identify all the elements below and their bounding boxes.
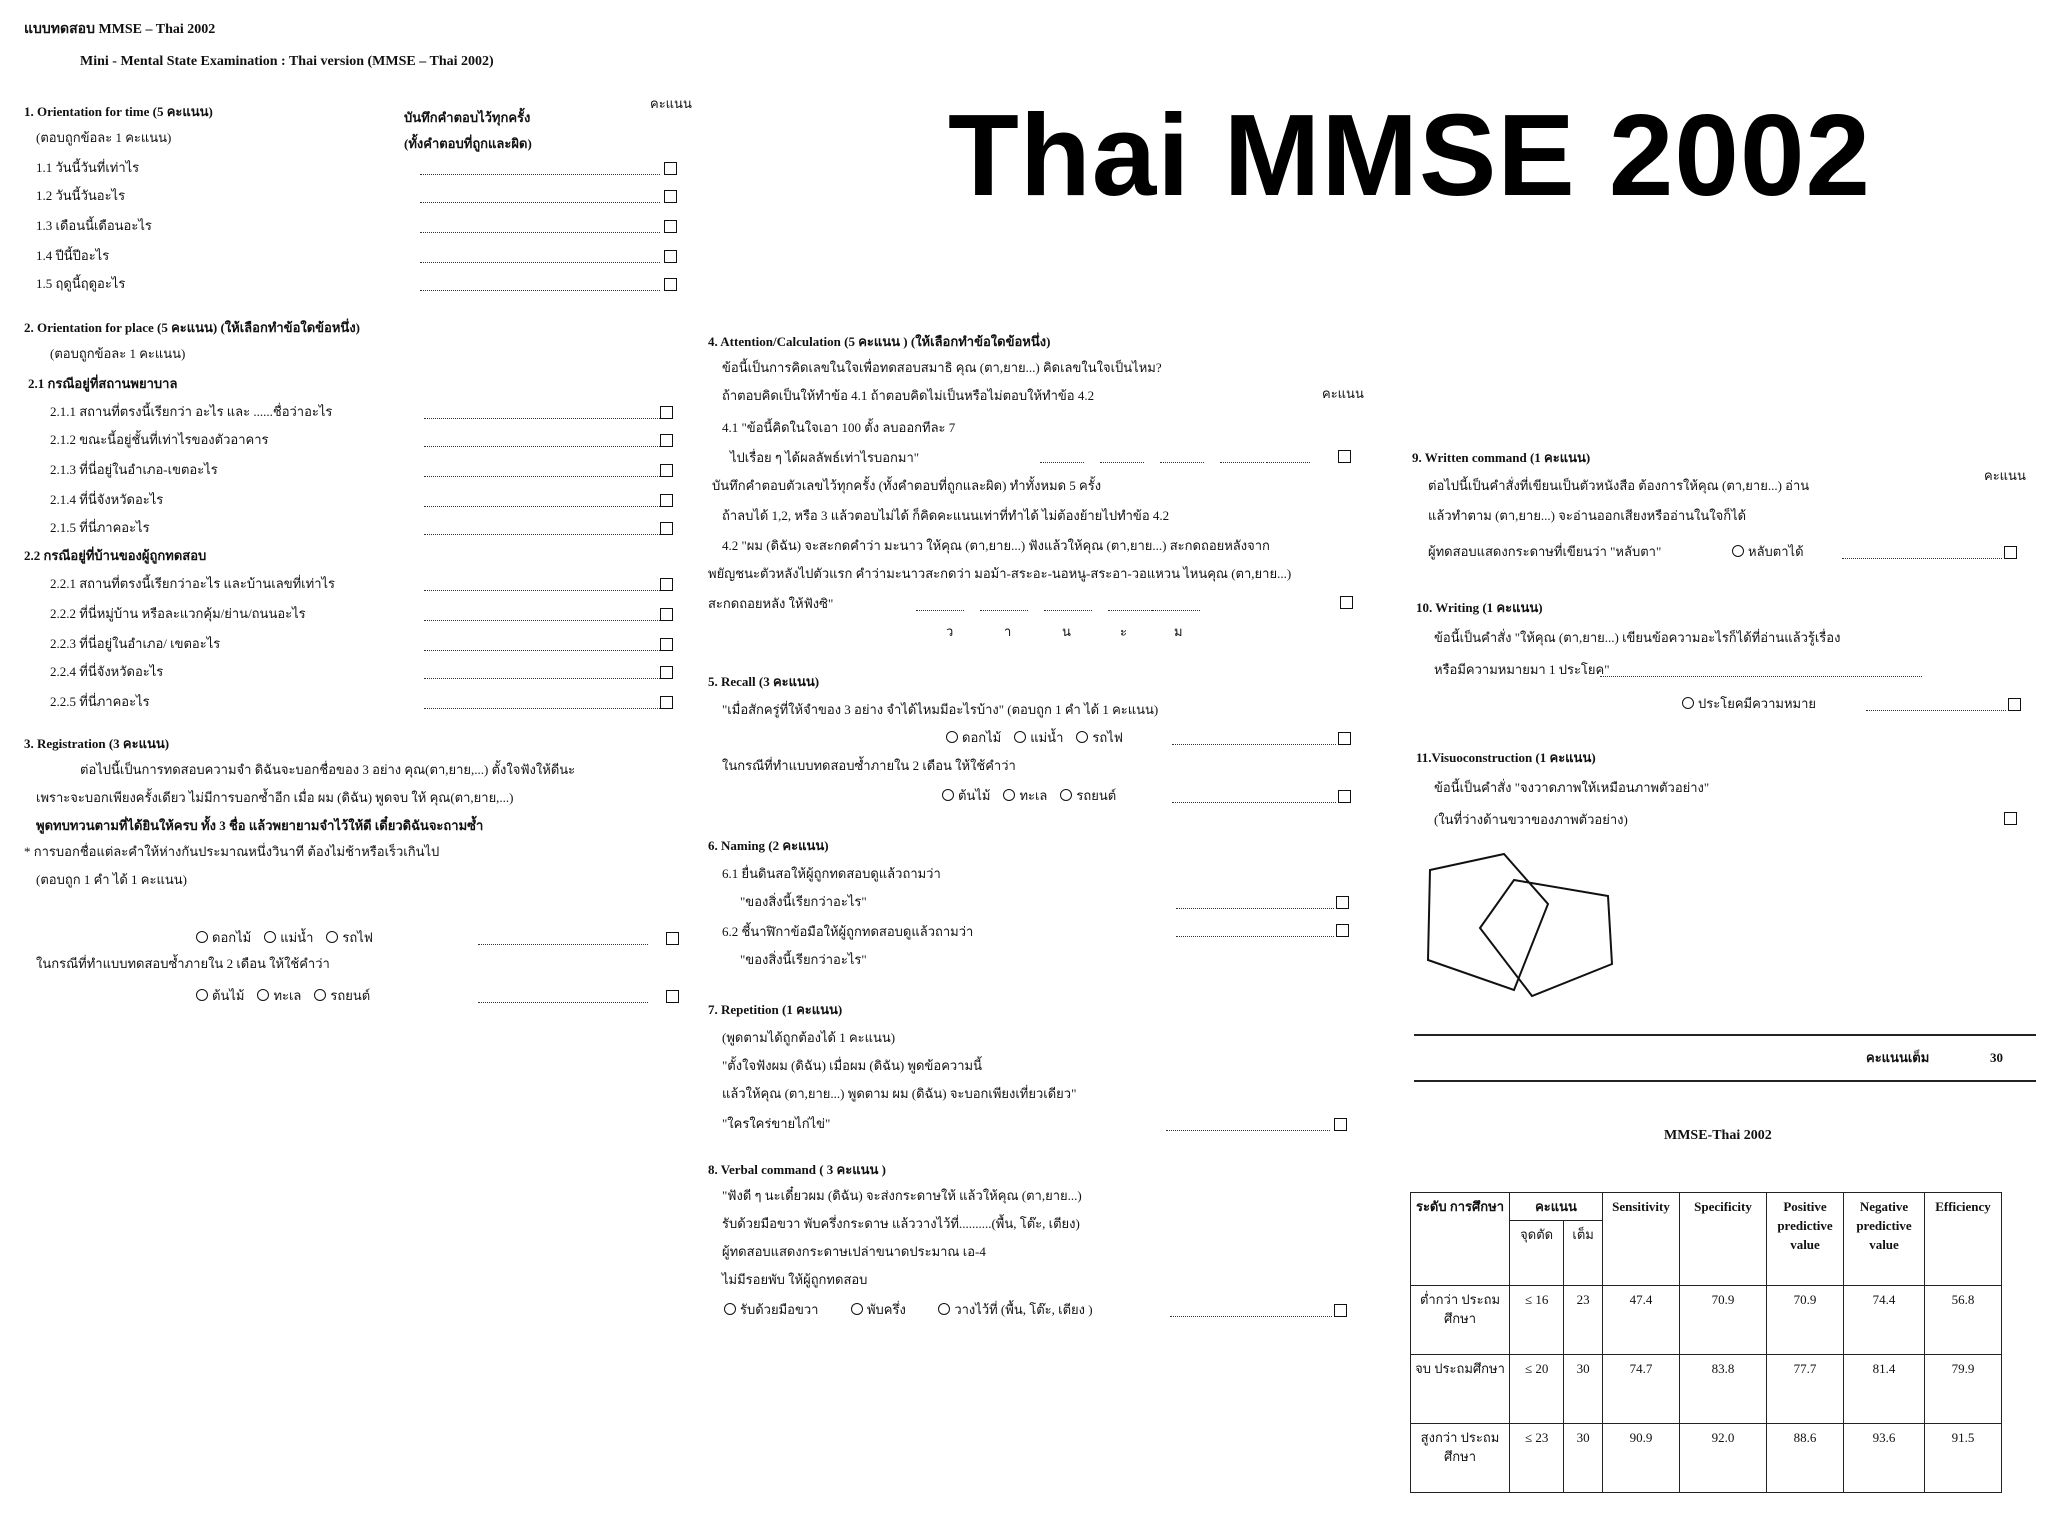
td-ppv: 88.6 <box>1767 1424 1844 1493</box>
answer-line <box>424 476 660 477</box>
score-checkbox[interactable] <box>1334 1304 1347 1317</box>
score-checkbox[interactable] <box>660 494 673 507</box>
option-radio[interactable] <box>938 1303 950 1315</box>
total-label: คะแนนเต็ม <box>1866 1050 1930 1065</box>
total-value: 30 <box>1990 1050 2003 1065</box>
answer-line <box>424 534 660 535</box>
score-checkbox[interactable] <box>2004 546 2017 559</box>
answer-line <box>420 290 660 291</box>
td-efficiency: 56.8 <box>1925 1286 2002 1355</box>
spell-letter: ว <box>946 624 954 639</box>
s9-line: แล้วทำตาม (ตา,ยาย...) จะอ่านออกเสียงหรืออ่านในใจก็ได้ <box>1428 508 1747 523</box>
divider-top <box>1414 1034 2036 1036</box>
score-checkbox[interactable] <box>660 666 673 679</box>
s1-item: 1.5 ฤดูนี้ฤดูอะไร <box>36 276 126 291</box>
option-radio[interactable] <box>1682 697 1694 709</box>
td-npv: 93.6 <box>1844 1424 1925 1493</box>
s3-line: พูดทบทวนตามที่ได้ยินให้ครบ ทั้ง 3 ชื่อ แล้วพยายามจำไว้ให้ดี เดี๋ยวดิฉันจะถามซ้ำ <box>36 818 484 833</box>
s7-line: (พูดตามได้ถูกต้องได้ 1 คะแนน) <box>722 1030 896 1045</box>
answer-line <box>1170 1316 1332 1317</box>
score-checkbox[interactable] <box>660 434 673 447</box>
s3-title: 3. Registration (3 คะแนน) <box>24 736 170 751</box>
option-label: วางไว้ที่ (พื้น, โต๊ะ, เตียง ) <box>954 1302 1093 1317</box>
s8-line: ไม่มีรอยพับ ให้ผู้ถูกทดสอบ <box>722 1272 868 1287</box>
s10-line: ข้อนี้เป็นคำสั่ง "ให้คุณ (ตา,ยาย...) เขียนข้อความอะไรก็ได้ที่อ่านแล้วรู้เรื่อง <box>1434 630 1841 645</box>
score-checkbox[interactable] <box>1338 790 1351 803</box>
pentagon-left <box>1428 854 1548 990</box>
th-sensitivity: Sensitivity <box>1603 1193 1680 1286</box>
option-label: ทะเล <box>273 988 302 1003</box>
option-label: ดอกไม้ <box>962 730 1002 745</box>
score-checkbox[interactable] <box>660 578 673 591</box>
s7-line: แล้วให้คุณ (ตา,ยาย...) พูดตาม ผม (ดิฉัน) จะบอกเพียงเที่ยวเดียว" <box>722 1086 1077 1101</box>
score-checkbox[interactable] <box>666 932 679 945</box>
option-label: ทะเล <box>1019 788 1048 803</box>
s11-line: ข้อนี้เป็นคำสั่ง "จงวาดภาพให้เหมือนภาพตัวอย่าง" <box>1434 780 1710 795</box>
s8-line: "ฟังดี ๆ นะเดี๋ยวผม (ดิฉัน) จะส่งกระดาษให้ แล้วให้คุณ (ตา,ยาย...) <box>722 1188 1082 1203</box>
option-radio[interactable] <box>264 931 276 943</box>
option-label: รับด้วยมือขวา <box>740 1302 819 1317</box>
answer-line <box>478 944 648 945</box>
score-checkbox[interactable] <box>664 278 677 291</box>
score-checkbox[interactable] <box>664 162 677 175</box>
option-label: ประโยคมีความหมาย <box>1698 696 1817 711</box>
s1-item: 1.3 เดือนนี้เดือนอะไร <box>36 218 152 233</box>
option-label: ดอกไม้ <box>212 930 252 945</box>
s4-line: ถ้าลบได้ 1,2, หรือ 3 แล้วตอบไม่ได้ ก็คิดคะแนนเท่าที่ทำได้ ไม่ต้องย้ายไปทำข้อ 4.2 <box>722 508 1170 523</box>
answer-line <box>424 678 660 679</box>
divider-bottom <box>1414 1080 2036 1082</box>
s21-item: 2.1.1 สถานที่ตรงนี้เรียกว่า อะไร และ ......ชื่อว่าอะไร <box>50 404 333 419</box>
score-checkbox[interactable] <box>1338 450 1351 463</box>
answer-line <box>1040 462 1084 463</box>
answer-line <box>980 610 1028 611</box>
td-full: 30 <box>1564 1424 1603 1493</box>
s5-option-row-2 <box>942 788 1116 804</box>
s1-item: 1.4 ปีนี้ปีอะไร <box>36 248 110 263</box>
s4-line: สะกดถอยหลัง ให้ฟังซิ" <box>708 596 834 611</box>
answer-line <box>916 610 964 611</box>
s8-option-row <box>724 1302 1093 1318</box>
score-checkbox[interactable] <box>1336 924 1349 937</box>
option-radio[interactable] <box>1732 545 1744 557</box>
s3-line: ต่อไปนี้เป็นการทดสอบความจำ ดิฉันจะบอกชื่อของ 3 อย่าง คุณ(ตา,ยาย,...) ตั้งใจฟังให้ดีนะ <box>80 762 576 777</box>
s3-line: * การบอกชื่อแต่ละคำให้ห่างกันประมาณหนึ่งวินาที ต้องไม่ช้าหรือเร็วเกินไป <box>24 844 440 859</box>
s21-item: 2.1.5 ที่นี่ภาคอะไร <box>50 520 150 535</box>
spell-letter: า <box>1004 624 1012 639</box>
s4-line: บันทึกคำตอบตัวเลขไว้ทุกครั้ง (ทั้งคำตอบที่ถูกและผิด) ทำทั้งหมด 5 ครั้ง <box>712 478 1102 493</box>
s8-line: รับด้วยมือขวา พับครึ่งกระดาษ แล้ววางไว้ที่..........(พื้น, โต๊ะ, เตียง) <box>722 1216 1080 1231</box>
answer-line <box>1152 610 1200 611</box>
s4-line: 4.1 "ข้อนี้คิดในใจเอา 100 ตั้ง ลบออกทีละ 7 <box>722 420 956 435</box>
s1-record: บันทึกคำตอบไว้ทุกครั้ง <box>404 110 531 125</box>
score-checkbox[interactable] <box>660 406 673 419</box>
s5-option-row-1 <box>946 730 1123 746</box>
score-checkbox[interactable] <box>664 250 677 263</box>
mmse-cutoff-table <box>1410 1192 2002 1493</box>
option-label: ต้นไม้ <box>212 988 245 1003</box>
answer-line <box>420 174 660 175</box>
answer-line <box>420 262 660 263</box>
score-checkbox[interactable] <box>660 464 673 477</box>
answer-line <box>1266 462 1310 463</box>
spell-letter: น <box>1062 624 1071 639</box>
answer-line <box>1108 610 1156 611</box>
answer-line <box>424 590 660 591</box>
answer-line <box>424 418 660 419</box>
spell-letter: ม <box>1174 624 1183 639</box>
score-label-1: คะแนน <box>650 96 692 111</box>
s21-item: 2.1.2 ขณะนี้อยู่ชั้นที่เท่าไรของตัวอาคาร <box>50 432 269 447</box>
s10-line: หรือมีความหมายมา 1 ประโยค" <box>1434 662 1610 677</box>
s22-item: 2.2.5 ที่นี่ภาคอะไร <box>50 694 150 709</box>
answer-line <box>1176 908 1334 909</box>
s2-note: (ตอบถูกข้อละ 1 คะแนน) <box>50 346 186 361</box>
answer-line <box>424 506 660 507</box>
s4-line: ถ้าตอบคิดเป็นให้ทำข้อ 4.1 ถ้าตอบคิดไม่เป็นหรือไม่ตอบให้ทำข้อ 4.2 <box>722 388 1095 403</box>
s10-option <box>1682 696 1816 712</box>
option-radio[interactable] <box>1076 731 1088 743</box>
answer-line <box>424 446 660 447</box>
answer-line <box>1100 462 1144 463</box>
option-radio[interactable] <box>942 789 954 801</box>
s22-item: 2.2.2 ที่นี่หมู่บ้าน หรือละแวกคุ้ม/ย่าน/ถนนอะไร <box>50 606 306 621</box>
s5-question: "เมื่อสักครู่ที่ให้จำของ 3 อย่าง จำได้ไหมมีอะไรบ้าง" (ตอบถูก 1 คำ ได้ 1 คะแนน) <box>722 702 1159 717</box>
s6-line: 6.1 ยื่นดินสอให้ผู้ถูกทดสอบดูแล้วถามว่า <box>722 866 941 881</box>
td-efficiency: 79.9 <box>1925 1355 2002 1424</box>
table-row <box>1411 1286 2002 1355</box>
spell-letter: ะ <box>1120 624 1127 639</box>
td-sensitivity: 74.7 <box>1603 1355 1680 1424</box>
score-checkbox[interactable] <box>2004 812 2017 825</box>
s7-title: 7. Repetition (1 คะแนน) <box>708 1002 843 1017</box>
answer-line <box>1166 1130 1330 1131</box>
td-npv: 81.4 <box>1844 1355 1925 1424</box>
td-npv: 74.4 <box>1844 1286 1925 1355</box>
answer-line <box>420 232 660 233</box>
s6-line: 6.2 ชี้นาฬิกาข้อมือให้ผู้ถูกทดสอบดูแล้วถามว่า <box>722 924 974 939</box>
table-header-row <box>1411 1193 2002 1221</box>
option-label: หลับตาได้ <box>1748 544 1804 559</box>
s4-line: ไปเรื่อย ๆ ได้ผลลัพธ์เท่าไรบอกมา" <box>730 450 920 465</box>
option-radio[interactable] <box>314 989 326 1001</box>
s6-line: "ของสิ่งนี้เรียกว่าอะไร" <box>740 952 867 967</box>
answer-line <box>1172 802 1336 803</box>
intersecting-pentagons-figure <box>1418 840 1638 1010</box>
s2-title: 2. Orientation for place (5 คะแนน) (ให้เลือกทำข้อใดข้อหนึ่ง) <box>24 320 360 335</box>
td-level: ต่ำกว่า ประถมศึกษา <box>1411 1286 1510 1355</box>
s4-title: 4. Attention/Calculation (5 คะแนน ) (ให้เลือกทำข้อใดข้อหนึ่ง) <box>708 334 1051 349</box>
s9-option <box>1732 544 1804 560</box>
score-checkbox[interactable] <box>1334 1118 1347 1131</box>
option-radio[interactable] <box>1014 731 1026 743</box>
th-ppv: Positive predictive value <box>1767 1193 1844 1286</box>
td-ppv: 77.7 <box>1767 1355 1844 1424</box>
option-radio[interactable] <box>196 931 208 943</box>
th-efficiency: Efficiency <box>1925 1193 2002 1286</box>
s5-title: 5. Recall (3 คะแนน) <box>708 674 820 689</box>
th-specificity: Specificity <box>1680 1193 1767 1286</box>
s1-record2: (ทั้งคำตอบที่ถูกและผิด) <box>404 136 532 151</box>
score-label-3: คะแนน <box>1984 468 2026 483</box>
score-checkbox[interactable] <box>1338 732 1351 745</box>
td-sensitivity: 47.4 <box>1603 1286 1680 1355</box>
s22-item: 2.2.1 สถานที่ตรงนี้เรียกว่าอะไร และบ้านเลขที่เท่าไร <box>50 576 336 591</box>
s6-title: 6. Naming (2 คะแนน) <box>708 838 829 853</box>
s4-line: พยัญชนะตัวหลังไปตัวแรก คำว่ามะนาวสะกดว่า มอม้า-สระอะ-นอหนู-สระอา-วอแหวน ไหนคุณ (ตา,ยาย...) <box>708 566 1292 581</box>
score-checkbox[interactable] <box>666 990 679 1003</box>
th-full: เต็ม <box>1564 1221 1603 1286</box>
answer-line <box>1220 462 1264 463</box>
answer-line <box>424 650 660 651</box>
table-row <box>1411 1355 2002 1424</box>
s22-title: 2.2 กรณีอยู่ที่บ้านของผู้ถูกทดสอบ <box>24 548 207 563</box>
s6-line: "ของสิ่งนี้เรียกว่าอะไร" <box>740 894 867 909</box>
doc-header: แบบทดสอบ MMSE – Thai 2002 <box>24 22 216 37</box>
option-radio[interactable] <box>1060 789 1072 801</box>
s3-line: (ตอบถูก 1 คำ ได้ 1 คะแนน) <box>36 872 187 887</box>
td-cutoff: ≤ 23 <box>1510 1424 1564 1493</box>
answer-line <box>1176 936 1334 937</box>
td-ppv: 70.9 <box>1767 1286 1844 1355</box>
s3-repeat: ในกรณีที่ทำแบบทดสอบซ้ำภายใน 2 เดือน ให้ใช้คำว่า <box>36 956 330 971</box>
td-cutoff: ≤ 20 <box>1510 1355 1564 1424</box>
s22-item: 2.2.3 ที่นี่อยู่ในอำเภอ/ เขตอะไร <box>50 636 221 651</box>
option-label: รถไฟ <box>342 930 373 945</box>
score-checkbox[interactable] <box>660 522 673 535</box>
option-radio[interactable] <box>724 1303 736 1315</box>
s1-note: (ตอบถูกข้อละ 1 คะแนน) <box>36 130 172 145</box>
answer-line <box>420 202 660 203</box>
option-radio[interactable] <box>851 1303 863 1315</box>
option-radio[interactable] <box>196 989 208 1001</box>
answer-line <box>424 620 660 621</box>
answer-line <box>424 708 660 709</box>
th-cutoff: จุดตัด <box>1510 1221 1564 1286</box>
option-radio[interactable] <box>1003 789 1015 801</box>
th-npv: Negative predictive value <box>1844 1193 1925 1286</box>
option-label: ต้นไม้ <box>958 788 991 803</box>
doc-subheader: Mini - Mental State Examination : Thai version (MMSE – Thai 2002) <box>80 54 494 69</box>
s4-line: ข้อนี้เป็นการคิดเลขในใจเพื่อทดสอบสมาธิ คุณ (ตา,ยาย...) คิดเลขในใจเป็นไหม? <box>722 360 1162 375</box>
th-level: ระดับ การศึกษา <box>1411 1193 1510 1286</box>
s5-repeat: ในกรณีที่ทำแบบทดสอบซ้ำภายใน 2 เดือน ให้ใช้คำว่า <box>722 758 1016 773</box>
s7-line: "ตั้งใจฟังผม (ดิฉัน) เมื่อผม (ดิฉัน) พูดข้อความนี้ <box>722 1058 982 1073</box>
td-sensitivity: 90.9 <box>1603 1424 1680 1493</box>
option-label: รถไฟ <box>1092 730 1123 745</box>
s1-item: 1.2 วันนี้วันอะไร <box>36 188 126 203</box>
td-specificity: 70.9 <box>1680 1286 1767 1355</box>
s9-title: 9. Written command (1 คะแนน) <box>1412 450 1591 465</box>
td-specificity: 83.8 <box>1680 1355 1767 1424</box>
option-radio[interactable] <box>326 931 338 943</box>
pentagon-right <box>1480 880 1612 996</box>
option-label: รถยนต์ <box>1076 788 1117 803</box>
table-row <box>1411 1424 2002 1493</box>
option-label: พับครึ่ง <box>866 1302 906 1317</box>
td-specificity: 92.0 <box>1680 1424 1767 1493</box>
score-checkbox[interactable] <box>664 220 677 233</box>
answer-line <box>1866 710 2006 711</box>
th-score: คะแนน <box>1510 1193 1603 1221</box>
s21-item: 2.1.3 ที่นี่อยู่ในอำเภอ-เขตอะไร <box>50 462 218 477</box>
s21-item: 2.1.4 ที่นี่จังหวัดอะไร <box>50 492 164 507</box>
score-checkbox[interactable] <box>2008 698 2021 711</box>
s8-line: ผู้ทดสอบแสดงกระดาษเปล่าขนาดประมาณ เอ-4 <box>722 1244 986 1259</box>
td-cutoff: ≤ 16 <box>1510 1286 1564 1355</box>
td-full: 30 <box>1564 1355 1603 1424</box>
answer-line <box>1172 744 1336 745</box>
s7-line: "ใครใคร่ขายไก่ไข่" <box>722 1116 831 1131</box>
s11-line: (ในที่ว่างด้านขวาของภาพตัวอย่าง) <box>1434 812 1628 827</box>
s10-title: 10. Writing (1 คะแนน) <box>1416 600 1543 615</box>
answer-line <box>1160 462 1204 463</box>
score-checkbox[interactable] <box>1336 896 1349 909</box>
s1-title: 1. Orientation for time (5 คะแนน) <box>24 104 213 119</box>
option-radio[interactable] <box>946 731 958 743</box>
s3-option-row-2 <box>196 988 370 1004</box>
s21-title: 2.1 กรณีอยู่ที่สถานพยาบาล <box>28 376 178 391</box>
slide-title: Thai MMSE 2002 <box>948 90 1871 220</box>
score-checkbox[interactable] <box>664 190 677 203</box>
answer-line <box>1044 610 1092 611</box>
td-efficiency: 91.5 <box>1925 1424 2002 1493</box>
table-title: MMSE-Thai 2002 <box>1664 1128 1772 1143</box>
score-checkbox[interactable] <box>660 638 673 651</box>
s11-title: 11.Visuoconstruction (1 คะแนน) <box>1416 750 1596 765</box>
answer-line <box>1842 558 2002 559</box>
s9-line: ต่อไปนี้เป็นคำสั่งที่เขียนเป็นตัวหนังสือ ต้องการให้คุณ (ตา,ยาย...) อ่าน <box>1428 478 1810 493</box>
td-level: สูงกว่า ประถมศึกษา <box>1411 1424 1510 1493</box>
answer-line <box>478 1002 648 1003</box>
option-radio[interactable] <box>257 989 269 1001</box>
s9-line: ผู้ทดสอบแสดงกระดาษที่เขียนว่า "หลับตา" <box>1428 544 1662 559</box>
score-checkbox[interactable] <box>660 608 673 621</box>
s3-option-row-1 <box>196 930 373 946</box>
option-label: รถยนต์ <box>330 988 371 1003</box>
s22-item: 2.2.4 ที่นี่จังหวัดอะไร <box>50 664 164 679</box>
s4-line: 4.2 "ผม (ดิฉัน) จะสะกดคำว่า มะนาว ให้คุณ (ตา,ยาย...) ฟังแล้วให้คุณ (ตา,ยาย...) สะกดถอยหลังจาก <box>722 538 1270 553</box>
option-label: แม่น้ำ <box>280 930 314 945</box>
s3-line: เพราะจะบอกเพียงครั้งเดียว ไม่มีการบอกซ้ำอีก เมื่อ ผม (ดิฉัน) พูดจบ ให้ คุณ(ตา,ยาย,...) <box>36 790 514 805</box>
td-full: 23 <box>1564 1286 1603 1355</box>
s1-item: 1.1 วันนี้วันที่เท่าไร <box>36 160 140 175</box>
score-checkbox[interactable] <box>660 696 673 709</box>
option-label: แม่น้ำ <box>1030 730 1064 745</box>
score-checkbox[interactable] <box>1340 596 1353 609</box>
s8-title: 8. Verbal command ( 3 คะแนน ) <box>708 1162 886 1177</box>
score-label-2: คะแนน <box>1322 386 1364 401</box>
answer-line <box>1600 676 1922 677</box>
td-level: จบ ประถมศึกษา <box>1411 1355 1510 1424</box>
